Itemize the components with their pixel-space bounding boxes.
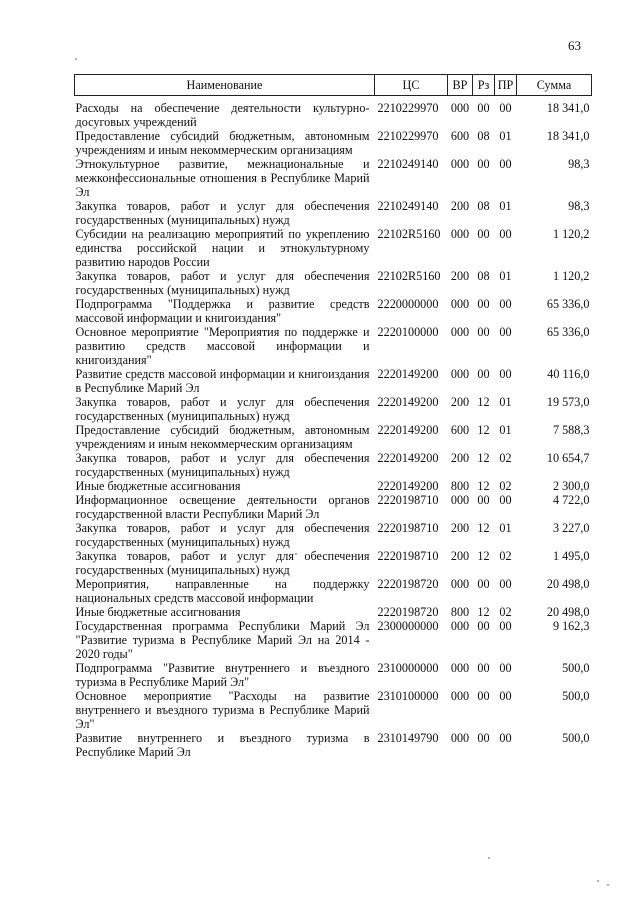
cell-rz: 00 xyxy=(477,227,490,241)
cell-cs: 2210229970 xyxy=(377,101,439,115)
cell-cs: 2310149790 xyxy=(377,731,439,745)
cell-cs: 2220149200 xyxy=(377,451,439,465)
cell-name: Основное мероприятие "Мероприятия по поддержке и развитию средств массовой информации и книгоиздания" xyxy=(75,325,370,367)
table-row xyxy=(75,297,592,325)
cell-vr: 200 xyxy=(450,395,470,409)
table-row xyxy=(75,395,592,423)
scan-speck xyxy=(75,58,77,60)
header-sum: Сумма xyxy=(517,75,592,96)
cell-cs: 2220198710 xyxy=(377,549,439,563)
cell-sum: 20 498,0 xyxy=(546,577,590,591)
cell-rz: 00 xyxy=(477,493,490,507)
cell-vr: 000 xyxy=(450,227,470,241)
cell-pr: 01 xyxy=(499,395,512,409)
cell-sum: 2 300,0 xyxy=(552,479,590,493)
cell-name: Подпрограмма "Поддержка и развитие средств массовой информации и книгоиздания" xyxy=(75,297,370,325)
cell-sum: 98,3 xyxy=(568,157,590,171)
cell-cs: 2220149200 xyxy=(377,367,439,381)
scan-speck xyxy=(607,884,609,886)
cell-pr: 01 xyxy=(499,269,512,283)
budget-table xyxy=(74,74,592,759)
scan-speck xyxy=(597,880,599,882)
cell-vr: 000 xyxy=(450,689,470,703)
cell-sum: 1 495,0 xyxy=(552,549,590,563)
cell-pr: 02 xyxy=(499,451,512,465)
cell-rz: 00 xyxy=(477,101,490,115)
cell-name: Иные бюджетные ассигнования xyxy=(75,479,241,493)
cell-pr: 00 xyxy=(499,101,512,115)
cell-cs: 2220149200 xyxy=(377,395,439,409)
cell-cs: 2210249140 xyxy=(377,199,439,213)
cell-cs: 2220100000 xyxy=(377,325,439,339)
page-number: 63 xyxy=(568,38,581,53)
cell-rz: 12 xyxy=(477,521,490,535)
cell-rz: 00 xyxy=(477,297,490,311)
cell-vr: 000 xyxy=(450,325,470,339)
cell-rz: 00 xyxy=(477,661,490,675)
cell-vr: 600 xyxy=(450,129,470,143)
cell-vr: 200 xyxy=(450,199,470,213)
cell-cs: 2220198710 xyxy=(377,521,439,535)
table-row xyxy=(75,129,592,157)
cell-cs: 2220198710 xyxy=(377,493,439,507)
cell-sum: 18 341,0 xyxy=(546,101,590,115)
cell-pr: 02 xyxy=(499,605,512,619)
cell-name: Основное мероприятие "Расходы на развитие внутреннего и въездного туризма в Республике Марий Эл" xyxy=(75,689,370,731)
cell-sum: 4 722,0 xyxy=(552,493,590,507)
cell-rz: 00 xyxy=(477,619,490,633)
table-row xyxy=(75,577,592,605)
cell-pr: 01 xyxy=(499,199,512,213)
cell-rz: 00 xyxy=(477,731,490,745)
cell-name: Развитие внутреннего и въездного туризма в Республике Марий Эл xyxy=(75,731,370,759)
cell-name: Расходы на обеспечение деятельности культурно-досуговых учреждений xyxy=(75,101,370,129)
cell-vr: 200 xyxy=(450,521,470,535)
cell-pr: 00 xyxy=(499,619,512,633)
cell-sum: 65 336,0 xyxy=(546,325,590,339)
cell-rz: 12 xyxy=(477,605,490,619)
cell-pr: 00 xyxy=(499,325,512,339)
cell-rz: 00 xyxy=(477,325,490,339)
table-row xyxy=(75,269,592,297)
cell-name: Предоставление субсидий бюджетным, автономным учреждениям и иным некоммерческим организациям xyxy=(75,423,370,451)
cell-vr: 000 xyxy=(450,297,470,311)
cell-sum: 3 227,0 xyxy=(552,521,590,535)
table-row xyxy=(75,451,592,479)
cell-cs: 2220198720 xyxy=(377,605,439,619)
table-row xyxy=(75,661,592,689)
cell-name: Закупка товаров, работ и услуг для обеспечения государственных (муниципальных) нужд xyxy=(75,549,370,577)
table-header-row xyxy=(75,75,592,96)
cell-pr: 00 xyxy=(499,661,512,675)
cell-sum: 20 498,0 xyxy=(546,605,590,619)
table-row xyxy=(75,227,592,269)
table-row xyxy=(75,731,592,759)
cell-rz: 08 xyxy=(477,199,490,213)
cell-cs: 2300000000 xyxy=(377,619,439,633)
header-cs: ЦС xyxy=(375,75,448,96)
cell-vr: 200 xyxy=(450,269,470,283)
cell-name: Государственная программа Республики Марий Эл "Развитие туризма в Республике Марий Эл на 2014 - 2020 годы" xyxy=(75,619,370,661)
cell-rz: 12 xyxy=(477,479,490,493)
cell-pr: 00 xyxy=(499,297,512,311)
cell-sum: 1 120,2 xyxy=(552,227,590,241)
table-row xyxy=(75,367,592,395)
cell-sum: 40 116,0 xyxy=(547,367,590,381)
cell-rz: 00 xyxy=(477,157,490,171)
table-row xyxy=(75,325,592,367)
table-body xyxy=(75,96,592,760)
cell-rz: 00 xyxy=(477,367,490,381)
cell-sum: 98,3 xyxy=(568,199,590,213)
table-row xyxy=(75,549,592,577)
cell-pr: 00 xyxy=(499,157,512,171)
cell-name: Предоставление субсидий бюджетным, автономным учреждениям и иным некоммерческим организациям xyxy=(75,129,370,157)
header-name: Наименование xyxy=(75,75,375,96)
cell-sum: 500,0 xyxy=(562,731,590,745)
cell-rz: 12 xyxy=(477,395,490,409)
header-vr: ВР xyxy=(448,75,473,96)
cell-cs: 2220149200 xyxy=(377,479,439,493)
cell-name: Закупка товаров, работ и услуг для обеспечения государственных (муниципальных) нужд xyxy=(75,521,370,549)
cell-name: Иные бюджетные ассигнования xyxy=(75,605,241,619)
cell-rz: 00 xyxy=(477,689,490,703)
cell-pr: 00 xyxy=(499,689,512,703)
cell-vr: 600 xyxy=(450,423,470,437)
cell-name: Мероприятия, направленные на поддержку национальных средств массовой информации xyxy=(75,577,370,605)
cell-vr: 200 xyxy=(450,451,470,465)
cell-vr: 000 xyxy=(450,367,470,381)
cell-cs: 2210249140 xyxy=(377,157,439,171)
cell-vr: 000 xyxy=(450,619,470,633)
cell-name: Подпрограмма "Развитие внутреннего и въездного туризма в Республике Марий Эл" xyxy=(75,661,370,689)
cell-rz: 12 xyxy=(477,423,490,437)
cell-cs: 2220149200 xyxy=(377,423,439,437)
cell-vr: 000 xyxy=(450,577,470,591)
cell-name: Закупка товаров, работ и услуг для обеспечения государственных (муниципальных) нужд xyxy=(75,269,370,297)
scan-speck xyxy=(488,857,490,859)
cell-vr: 000 xyxy=(450,661,470,675)
header-rz: Рз xyxy=(473,75,495,96)
budget-table-container xyxy=(74,74,591,759)
cell-rz: 00 xyxy=(477,577,490,591)
cell-pr: 02 xyxy=(499,549,512,563)
cell-sum: 7 588,3 xyxy=(552,423,590,437)
cell-name: Информационное освещение деятельности органов государственной власти Республики Марий Эл xyxy=(75,493,370,521)
cell-cs: 2220198720 xyxy=(377,577,439,591)
cell-name: Этнокультурное развитие, межнациональные и межконфессиональные отношения в Республике Марий Эл xyxy=(75,157,370,199)
cell-rz: 08 xyxy=(477,269,490,283)
cell-name: Закупка товаров, работ и услуг для обеспечения государственных (муниципальных) нужд xyxy=(75,395,370,423)
cell-sum: 18 341,0 xyxy=(546,129,590,143)
cell-vr: 000 xyxy=(450,493,470,507)
table-row xyxy=(75,199,592,227)
cell-cs: 22102R5160 xyxy=(377,227,441,241)
cell-sum: 1 120,2 xyxy=(552,269,590,283)
cell-cs: 22102R5160 xyxy=(377,269,441,283)
table-row xyxy=(75,619,592,661)
cell-name: Закупка товаров, работ и услуг для обеспечения государственных (муниципальных) нужд xyxy=(75,199,370,227)
cell-pr: 00 xyxy=(499,227,512,241)
cell-vr: 000 xyxy=(450,101,470,115)
cell-pr: 01 xyxy=(499,423,512,437)
cell-name: Субсидии на реализацию мероприятий по укреплению единства российской нации и этнокультурному развитию народов России xyxy=(75,227,370,269)
cell-vr: 200 xyxy=(450,549,470,563)
cell-rz: 12 xyxy=(477,549,490,563)
table-row xyxy=(75,157,592,199)
cell-name: Закупка товаров, работ и услуг для обеспечения государственных (муниципальных) нужд xyxy=(75,451,370,479)
cell-cs: 2310100000 xyxy=(377,689,439,703)
table-row xyxy=(75,689,592,731)
cell-rz: 12 xyxy=(477,451,490,465)
cell-sum: 500,0 xyxy=(562,661,590,675)
cell-sum: 19 573,0 xyxy=(546,395,590,409)
cell-cs: 2210229970 xyxy=(377,129,439,143)
table-row xyxy=(75,479,592,493)
cell-pr: 01 xyxy=(499,129,512,143)
cell-sum: 65 336,0 xyxy=(546,297,590,311)
cell-sum: 10 654,7 xyxy=(546,451,590,465)
cell-vr: 800 xyxy=(450,605,470,619)
cell-cs: 2310000000 xyxy=(377,661,439,675)
table-row xyxy=(75,96,592,130)
cell-rz: 08 xyxy=(477,129,490,143)
cell-pr: 01 xyxy=(499,521,512,535)
cell-pr: 00 xyxy=(499,493,512,507)
cell-vr: 800 xyxy=(450,479,470,493)
cell-name: Развитие средств массовой информации и книгоиздания в Республике Марий Эл xyxy=(75,367,370,395)
cell-pr: 00 xyxy=(499,367,512,381)
table-row xyxy=(75,521,592,549)
cell-sum: 500,0 xyxy=(562,689,590,703)
header-pr: ПР xyxy=(495,75,517,96)
cell-pr: 02 xyxy=(499,479,512,493)
table-row xyxy=(75,423,592,451)
table-row xyxy=(75,605,592,619)
cell-sum: 9 162,3 xyxy=(552,619,590,633)
cell-cs: 2220000000 xyxy=(377,297,439,311)
cell-pr: 00 xyxy=(499,731,512,745)
table-row xyxy=(75,493,592,521)
cell-pr: 00 xyxy=(499,577,512,591)
cell-vr: 000 xyxy=(450,157,470,171)
cell-vr: 000 xyxy=(450,731,470,745)
